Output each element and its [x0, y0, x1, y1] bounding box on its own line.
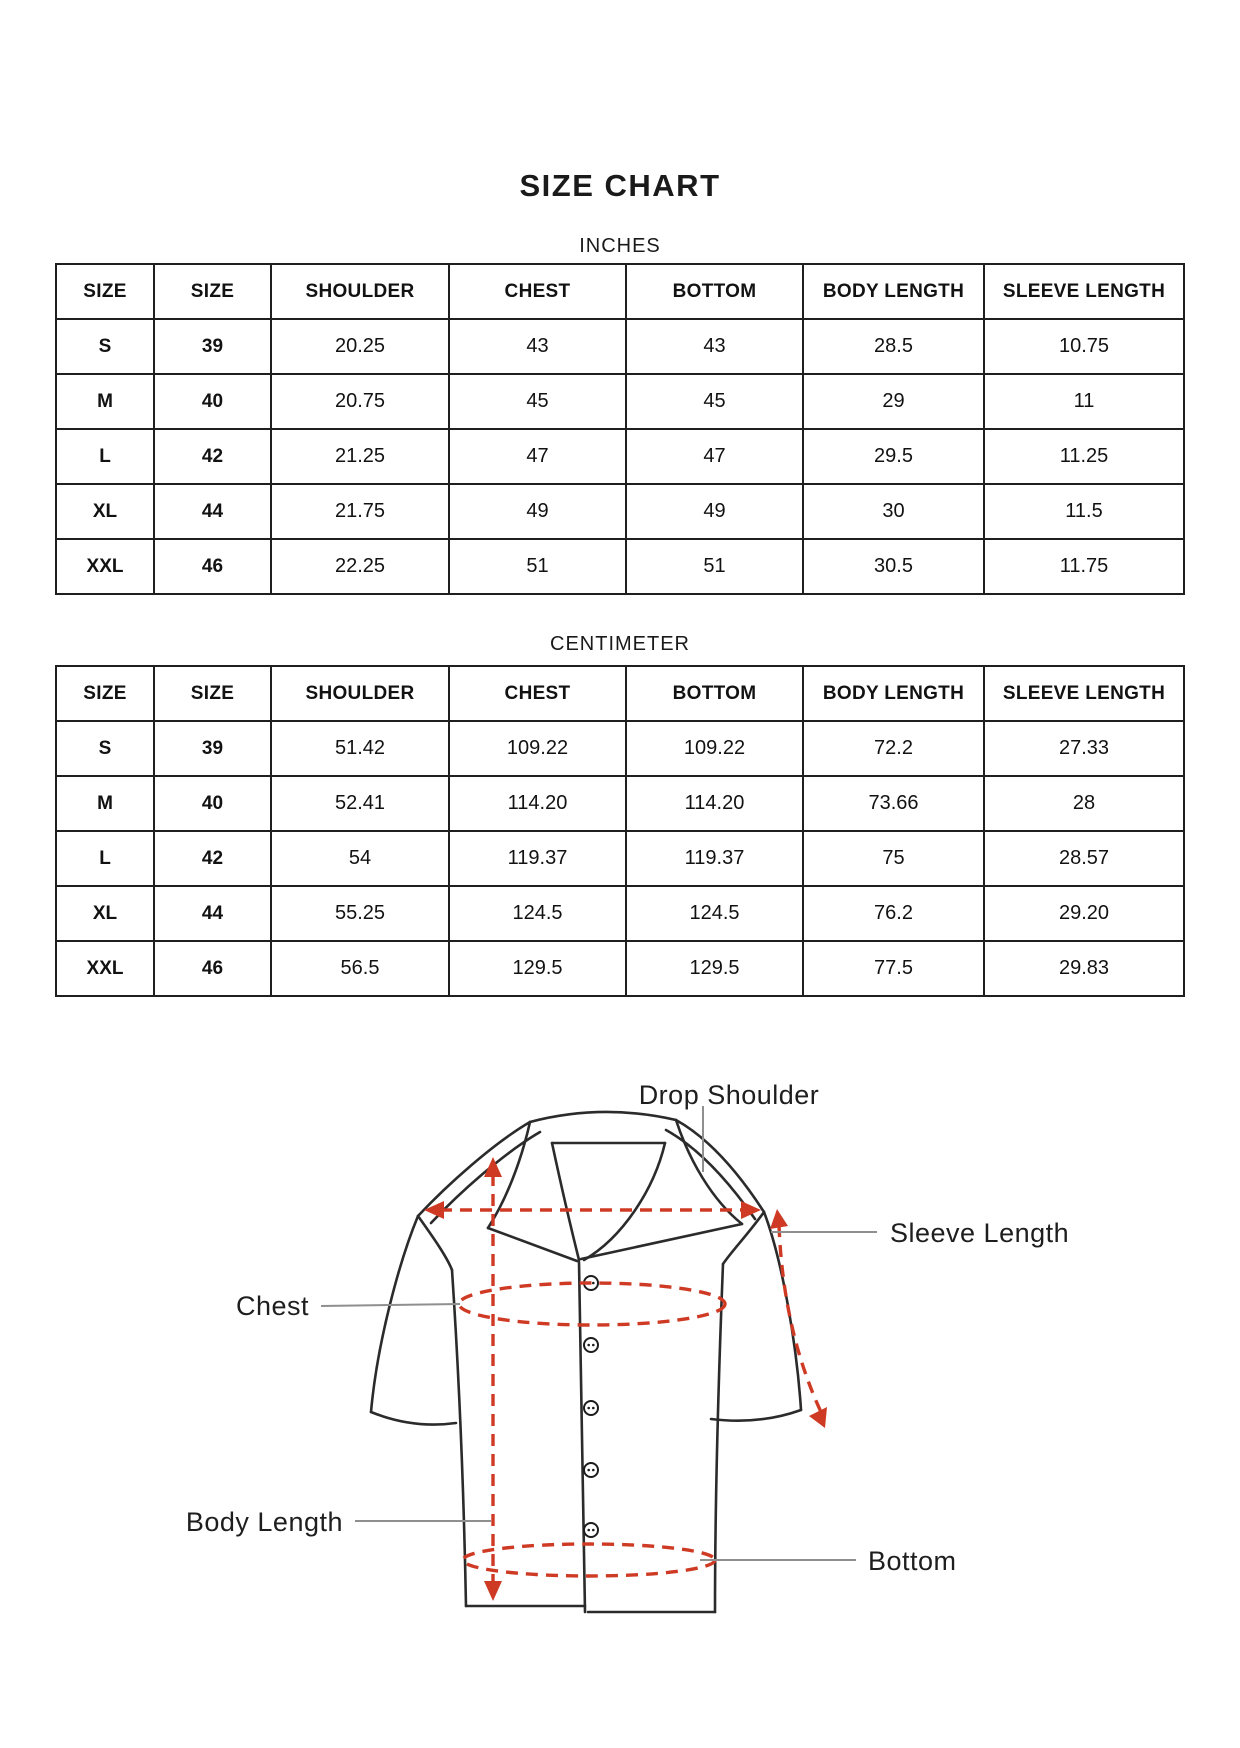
table-row [56, 319, 1184, 374]
table-cell: XXL [56, 941, 154, 996]
table-cell: 51 [449, 539, 626, 594]
table-cell: 11.25 [984, 429, 1184, 484]
unit-caption-inches: INCHES [579, 235, 661, 257]
header-cell: SIZE [56, 666, 154, 721]
table-row [56, 429, 1184, 484]
table-cell: M [56, 776, 154, 831]
table-cell: 119.37 [449, 831, 626, 886]
table-cell: 44 [154, 886, 271, 941]
label-bottom: Bottom [868, 1546, 957, 1576]
table-cell: 49 [449, 484, 626, 539]
table-row [56, 886, 1184, 941]
table-row [56, 539, 1184, 594]
table-cell: 29.5 [803, 429, 984, 484]
shirt-outline-drawing [371, 1112, 801, 1612]
table-cell: 129.5 [449, 941, 626, 996]
header-cell: BOTTOM [626, 666, 803, 721]
table-cell: 27.33 [984, 721, 1184, 776]
table-cell: S [56, 319, 154, 374]
table-cell: 49 [626, 484, 803, 539]
button-icon [584, 1338, 598, 1352]
table-cell: 22.25 [271, 539, 449, 594]
button-icon [584, 1401, 598, 1415]
shirt-buttons [584, 1276, 598, 1537]
table-row [56, 374, 1184, 429]
table-cell: 40 [154, 776, 271, 831]
table-cell: 72.2 [803, 721, 984, 776]
table-cell: 52.41 [271, 776, 449, 831]
table-cell: 124.5 [626, 886, 803, 941]
chest-leader-line [321, 1304, 460, 1306]
table-cell: 11.5 [984, 484, 1184, 539]
page-title: SIZE CHART [519, 168, 721, 203]
table-cell: 55.25 [271, 886, 449, 941]
table-cell: 109.22 [626, 721, 803, 776]
bottom-measure-ellipse [463, 1544, 715, 1576]
table-row [56, 721, 1184, 776]
shirt-measurement-diagram [0, 1020, 1240, 1648]
table-row [56, 831, 1184, 886]
header-row [56, 264, 1184, 319]
table-cell: 29.20 [984, 886, 1184, 941]
table-cell: 47 [449, 429, 626, 484]
table-cell: 28.57 [984, 831, 1184, 886]
size-table-inches [55, 263, 1185, 595]
header-cell: SLEEVE LENGTH [984, 666, 1184, 721]
header-cell: BOTTOM [626, 264, 803, 319]
table-cell: XL [56, 484, 154, 539]
table-row [56, 484, 1184, 539]
header-cell: SHOULDER [271, 666, 449, 721]
table-cell: 10.75 [984, 319, 1184, 374]
header-row [56, 666, 1184, 721]
table-cell: 76.2 [803, 886, 984, 941]
table-cell: 45 [626, 374, 803, 429]
table-cell: 46 [154, 941, 271, 996]
table-cell: 29.83 [984, 941, 1184, 996]
table-cell: 39 [154, 319, 271, 374]
table-cell: 56.5 [271, 941, 449, 996]
table-cell: 51 [626, 539, 803, 594]
table-cell: 44 [154, 484, 271, 539]
table-cell: XXL [56, 539, 154, 594]
table-row [56, 776, 1184, 831]
header-cell: CHEST [449, 666, 626, 721]
sleeve-length-arrow [770, 1209, 827, 1428]
header-cell: BODY LENGTH [803, 264, 984, 319]
table-cell: 42 [154, 831, 271, 886]
header-cell: SIZE [154, 666, 271, 721]
header-cell: BODY LENGTH [803, 666, 984, 721]
table-cell: 43 [449, 319, 626, 374]
table-cell: 46 [154, 539, 271, 594]
table-cell: M [56, 374, 154, 429]
button-icon [584, 1463, 598, 1477]
table-cell: S [56, 721, 154, 776]
button-icon [584, 1523, 598, 1537]
size-table-centimeter [55, 665, 1185, 997]
table-cell: XL [56, 886, 154, 941]
table-cell: 47 [626, 429, 803, 484]
table-cell: L [56, 831, 154, 886]
table-cell: 40 [154, 374, 271, 429]
header-cell: SIZE [154, 264, 271, 319]
table-row [56, 941, 1184, 996]
table-cell: 28.5 [803, 319, 984, 374]
header-cell: SIZE [56, 264, 154, 319]
table-cell: L [56, 429, 154, 484]
header-cell: SLEEVE LENGTH [984, 264, 1184, 319]
table-cell: 129.5 [626, 941, 803, 996]
label-drop-shoulder: Drop Shoulder [638, 1080, 820, 1110]
table-cell: 30.5 [803, 539, 984, 594]
table-cell: 109.22 [449, 721, 626, 776]
table-cell: 73.66 [803, 776, 984, 831]
unit-caption-centimeter: CENTIMETER [550, 633, 690, 655]
shoulder-width-arrow [424, 1201, 761, 1219]
table-cell: 124.5 [449, 886, 626, 941]
header-cell: SHOULDER [271, 264, 449, 319]
table-cell: 114.20 [449, 776, 626, 831]
table-cell: 75 [803, 831, 984, 886]
table-cell: 11.75 [984, 539, 1184, 594]
table-cell: 51.42 [271, 721, 449, 776]
table-cell: 20.75 [271, 374, 449, 429]
table-cell: 29 [803, 374, 984, 429]
label-chest: Chest [235, 1291, 309, 1321]
table-cell: 43 [626, 319, 803, 374]
table-cell: 21.75 [271, 484, 449, 539]
table-cell: 28 [984, 776, 1184, 831]
table-cell: 114.20 [626, 776, 803, 831]
table-cell: 30 [803, 484, 984, 539]
label-body-length: Body Length [185, 1507, 343, 1537]
table-cell: 21.25 [271, 429, 449, 484]
table-cell: 54 [271, 831, 449, 886]
table-cell: 119.37 [626, 831, 803, 886]
table-cell: 45 [449, 374, 626, 429]
label-sleeve-length: Sleeve Length [890, 1218, 1070, 1248]
table-cell: 20.25 [271, 319, 449, 374]
table-cell: 39 [154, 721, 271, 776]
header-cell: CHEST [449, 264, 626, 319]
body-length-arrow [484, 1157, 502, 1601]
table-cell: 77.5 [803, 941, 984, 996]
table-cell: 42 [154, 429, 271, 484]
table-cell: 11 [984, 374, 1184, 429]
